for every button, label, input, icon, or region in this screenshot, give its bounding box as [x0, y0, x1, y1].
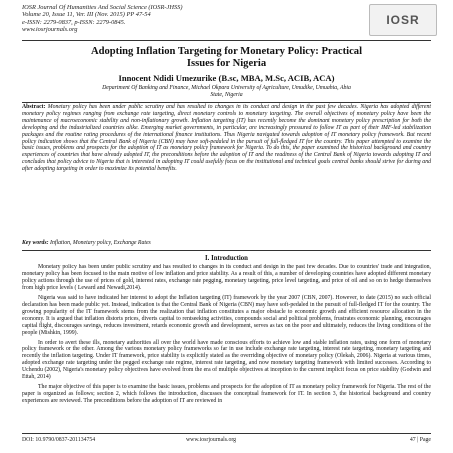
section-body — [22, 264, 431, 428]
affiliation — [40, 85, 413, 99]
paper-title-line-2: Issues for Nigeria — [186, 58, 267, 70]
keywords-text: Inflation, Monetary policy, Exchange Rates — [50, 240, 151, 246]
affiliation-line-1: Department Of Banking and Finance, Michael Okpara University of Agriculture, Umudike, Umuahia, Abia — [102, 85, 351, 91]
iosr-logo: IOSR — [369, 4, 437, 36]
journal-website[interactable]: www.iosrjournals.org — [22, 26, 78, 34]
body-paragraph: The major objective of this paper is to examine the basic issues, problems and prospects for the adoption of IT as monetary policy framework for Nigeria. The rest of the paper is organized as follows; section 2, which follows the introduction, discusses the conceptual framework for IT. In section 3, the historical background and country experiences are reviewed. The preconditions before the adoption of IT are reviewed in — [22, 384, 431, 405]
footer-website[interactable]: www.iosrjournals.org — [186, 437, 237, 443]
author-line: Innocent Ndidi Umezurike (B.sc, MBA, M.Sc, ACIB, ACA) — [118, 73, 335, 83]
footer-divider — [22, 433, 431, 434]
footer-page-number: 47 | Page — [409, 437, 431, 443]
paper-title — [40, 46, 413, 71]
body-paragraph: Nigeria was said to have indicated her interest to adopt the Inflation targeting (IT) framework by the year 2007 (CBN, 2007). However, to date (2015) no such official declaration has been made public yet. Instead, indication is that the Central Bank of Nigeria (CBN) may have soft-pedaled in the pursuit of full-fledged IT for the country. The growing popularity of the IT framework stems from the realization that inflation constitutes a major obstacle to economic growth and efficient resource allocation in the economy. It is argued that inflation distorts prices, diverts capital to rentseeking activities, compounds social and political problems, frustrates economic planning, encourages capital flight, discourages savings, reduces investment, retards economic growth and development, serves as tax on the poor and ultimately, reduces the living conditions of the people (Mishkin, 1999). — [22, 294, 431, 336]
abstract-bottom-divider — [22, 250, 431, 251]
journal-volume: Volume 20, Issue 11, Ver. III (Nov. 2015) PP 47-54 — [22, 11, 151, 19]
journal-header — [22, 4, 322, 34]
keywords-label: Key words: — [22, 240, 49, 246]
journal-issn: e-ISSN: 2279-0837, p-ISSN: 2279-0845. — [22, 18, 126, 26]
abstract-label: Abstract: — [22, 104, 46, 110]
paper-title-line-1: Adopting Inflation Targeting for Monetary Policy: Practical — [90, 46, 363, 57]
body-paragraph: Monetary policy has been under public scrutiny and has resulted to changes in its conduct and design in the past few decades. Due to countries' trade and integration, monetary policy has been focused to the main motive of low inflation and price stability. As a result of this, a number of developing countries have adopted different monetary policy actions through the use of prices of gold, interest rates, exchange rate pegging, monetary targeting, price level targeting, and price of oil and so on to hedge themselves from high price levels ( Leward and Newadi,2014). — [22, 264, 431, 291]
abstract — [22, 104, 431, 173]
section-heading: I. Introduction — [205, 255, 248, 262]
abstract-text: Monetary policy has been under public scrutiny and has resulted to changes in its conduct and design in the past few decades. Nigeria has adopted different monetary policy regimes ranging from exchange rate targeting, direct monetary controls to monetary targeting. The overall objectives of monetary policy have been the maintenance of macroeconomic stability and non-inflationary growth. Inflation targeting (IT) has recently become the dominant monetary policy prescription for both the developing and the industrialized countries alike. Emerging market governments, in particular, are increasingly pressured to follow IT as part of their IMF-led stabilization packages and the routine rating procedures of the international finance institutions. Thus Nigeria navigated towards adoption of IT monetary policy framework. But recent policy indication shows that the Central Bank of Nigeria (CBN) may have soft-pedaled in the pursuit of full-fledged IT for the country. This paper attempted to examine the basic issues, problems and prospects for the adoption of IT as monetary policy framework for Nigeria. To do this, the paper examined the historical background and country experiences of countries that have already adopted IT, the preconditions before the adoption of IT and the readiness of the Central Bank of Nigeria towards adopting IT and concludes that policy advice to Nigeria that is interested in adopting IT could usefully focus on the institutional and technical goals central banks should strive for during and after adopting targeting in order to maximize its potential benefits. — [22, 104, 432, 173]
journal-name: IOSR Journal Of Humanities And Social Science (IOSR-JHSS) — [22, 4, 183, 11]
footer-doi: DOI: 10.9790/0837-201134754 — [22, 437, 96, 443]
affiliation-line-2: State, Nigeria — [210, 92, 243, 98]
keywords — [22, 240, 431, 247]
abstract-top-divider — [22, 102, 431, 103]
body-paragraph: In order to avert these ills, monetary authorities all over the world have made conscious efforts to achieve low and stable inflation rates, using one form of monetary policy framework or the other. Among the various monetary policy frameworks so far in use include exchange rate targeting, interest rate targeting, monetary targeting and recently the inflation targeting. Under IT framework, price stability is explicitly stated as the overriding objective of monetary policy (Olekah, 2006). Nigeria at various times, adopted exchange rate targeting under the pegged exchange rate regime, interest rate targeting, and now monetary targeting framework with limited successes. According to Uchendu (2002), Nigeria's monetary policy objectives have evolved from the era of multiple objectives at inception to the current implicit focus on price stability (Godwin and Ettah, 2014) — [22, 339, 431, 381]
header-divider — [22, 40, 431, 41]
